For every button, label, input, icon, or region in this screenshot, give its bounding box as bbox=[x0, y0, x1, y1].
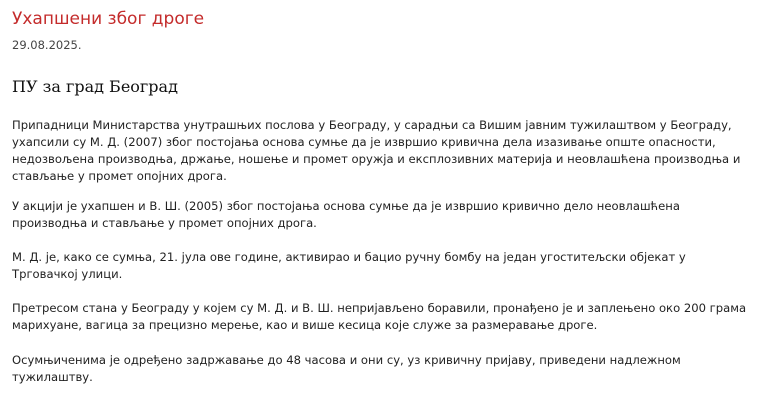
article-heading: ПУ за град Београд bbox=[12, 77, 178, 96]
article-paragraph: Осумњиченима је одређено задржавање до 48 часова и они су, уз кривичну пријаву, приведени надлежном тужилаштву. bbox=[12, 353, 681, 384]
article-paragraph: Претресом стана у Београду у којем су М. Д. и В. Ш. непријављено боравили, пронађено је и заплењено око 200 грама марихуане, вагица за прецизно мерење, као и више кесица које служе за размеравање дроге. bbox=[12, 301, 747, 332]
article-title: Ухапшени због дроге bbox=[12, 9, 205, 29]
article-date: 29.08.2025. bbox=[12, 38, 82, 52]
article-paragraph: М. Д. је, како се сумња, 21. јула ове године, активирао и бацио ручну бомбу на један угоститељски објекат у Трговачкој улици. bbox=[12, 250, 686, 281]
article-paragraph: У акцији је ухапшен и В. Ш. (2005) због постојања основа сумње да је извршио кривично дело неовлашћена производња и стављање у промет опојних дрога. bbox=[12, 199, 680, 230]
article-paragraph: Припадници Министарства унутрашњих послова у Београду, у сарадњи са Вишим јавним тужилаштвом у Београду, ухапсили су М. Д. (2007) због постојања основа сумње да је извршио кривична дела изазивање опште опасности, недозвољена производња, држање, ношење и промет оружја и експлозивних материја и неовлашћена производња и стављање у промет опојних дрога. bbox=[12, 118, 741, 183]
